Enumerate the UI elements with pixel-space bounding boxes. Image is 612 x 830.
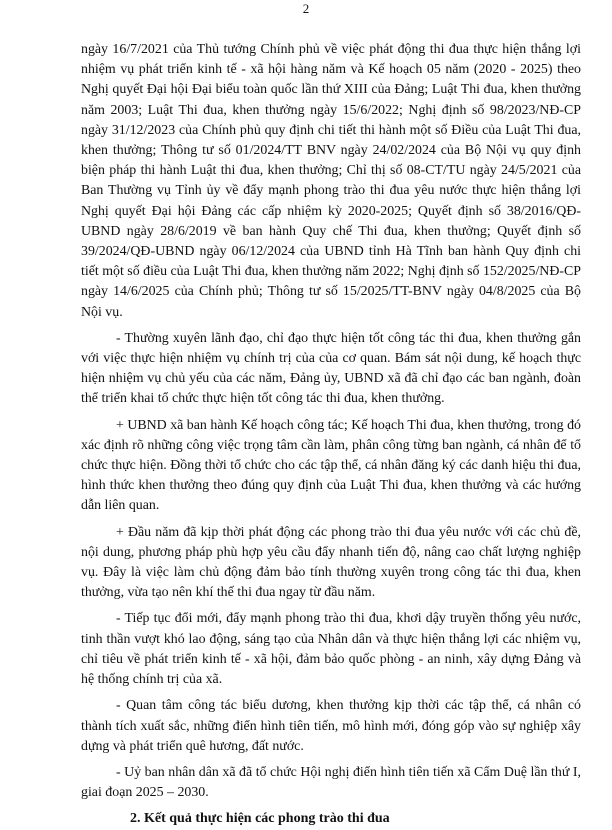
section-heading: 2. Kết quả thực hiện các phong trào thi đua: [130, 811, 390, 827]
paragraph-conference: - Uỷ ban nhân dân xã đã tổ chức Hội nghị điển hình tiên tiến xã Cẩm Duệ lần thứ I, giai đoạn 2025 – 2030.: [81, 764, 581, 801]
paragraph-leadership: - Thường xuyên lãnh đạo, chỉ đạo thực hiện tốt công tác thi đua, khen thưởng gắn với việc thực hiện nhiệm vụ chính trị của của cơ quan. Bám sát nội dung, kế hoạch thực hiện nhiệm vụ chủ yếu của các năm, Đảng ủy, UBND xã đã chỉ đạo các ban ngành, đoàn thể triển khai tổ chức thực hiện tốt công tác thi đua, khen thưởng.: [81, 330, 581, 407]
paragraph-innovation: - Tiếp tục đổi mới, đẩy mạnh phong trào thi đua, khơi dậy truyền thống yêu nước, tinh thần vượt khó lao động, sáng tạo của Nhân dân và thực hiện thắng lợi các nhiệm vụ, chỉ tiêu về phát triển kinh tế - xã hội, đảm bảo quốc phòng - an ninh, xây dựng Đảng và hệ thống chính trị của xã.: [81, 611, 581, 688]
page-number: 2: [302, 1, 310, 16]
paragraph-launch: + Đầu năm đã kịp thời phát động các phong trào thi đua yêu nước với các chủ đề, nội dung, phương pháp phù hợp yêu cầu đẩy nhanh tiến độ, nâng cao chất lượng nghiệp vụ. Đây là việc làm chủ động đảm bảo tính thường xuyên trong công tác thi đua, khen thưởng, vừa tạo nên khí thế thi đua ngay từ đầu năm.: [81, 524, 581, 601]
document-body: [81, 40, 581, 830]
paragraph-legal-basis: ngày 16/7/2021 của Thủ tướng Chính phủ về việc phát động thi đua thực hiện thắng lợi nhiệm vụ phát triển kinh tế - xã hội hàng năm và Kế hoạch 05 năm (2020 - 2025) theo Nghị quyết Đại hội Đại biểu toàn quốc lần thứ XIII của Đảng; Luật Thi đua, khen thưởng năm 2003; Luật Thi đua, khen thưởng ngày 15/6/2022; Nghị định số 98/2023/NĐ-CP ngày 31/12/2023 của Chính phủ quy định chi tiết thi hành một số Điều của Luật Thi đua, khen thưởng; Thông tư số 01/2024/TT BNV ngày 24/02/2024 của Bộ Nội vụ quy định biện pháp thi hành Luật thi đua, khen thưởng; Chỉ thị số 08-CT/TU ngày 24/5/2021 của Ban Thường vụ Tỉnh ủy về đẩy mạnh phong trào thi đua yêu nước thực hiện thắng lợi Nghị quyết Đại hội Đảng các cấp nhiệm kỳ 2020-2025; Quyết định số 38/2016/QĐ-UBND ngày 28/6/2019 về ban hành Quy chế Thi đua, khen thưởng; Quyết định số 39/2024/QĐ-UBND ngày 06/12/2024 của UBND tỉnh Hà Tĩnh ban hành Quy định chi tiết một số điều của Luật Thi đua, khen thưởng năm 2022; Nghị định số 152/2025/NĐ-CP ngày 14/6/2025 của Chính phủ; Thông tư số 15/2025/TT-BNV ngày 04/8/2025 của Bộ Nội vụ.: [81, 42, 581, 320]
paragraph-praise: - Quan tâm công tác biểu dương, khen thưởng kịp thời các tập thể, cá nhân có thành tích xuất sắc, những điển hình tiên tiến, mô hình mới, đóng góp vào sự nghiệp xây dựng và phát triển quê hương, đất nước.: [81, 698, 581, 754]
paragraph-plans: + UBND xã ban hành Kế hoạch công tác; Kế hoạch Thi đua, khen thưởng, trong đó xác định rõ những công việc trọng tâm cần làm, phân công từng ban ngành, cá nhân để tổ chức thực hiện. Đồng thời tổ chức cho các tập thể, cá nhân đăng ký các danh hiệu thi đua, hình thức khen thưởng theo đúng quy định của Luật Thi đua, khen thưởng và các hướng dẫn liên quan.: [81, 417, 581, 514]
